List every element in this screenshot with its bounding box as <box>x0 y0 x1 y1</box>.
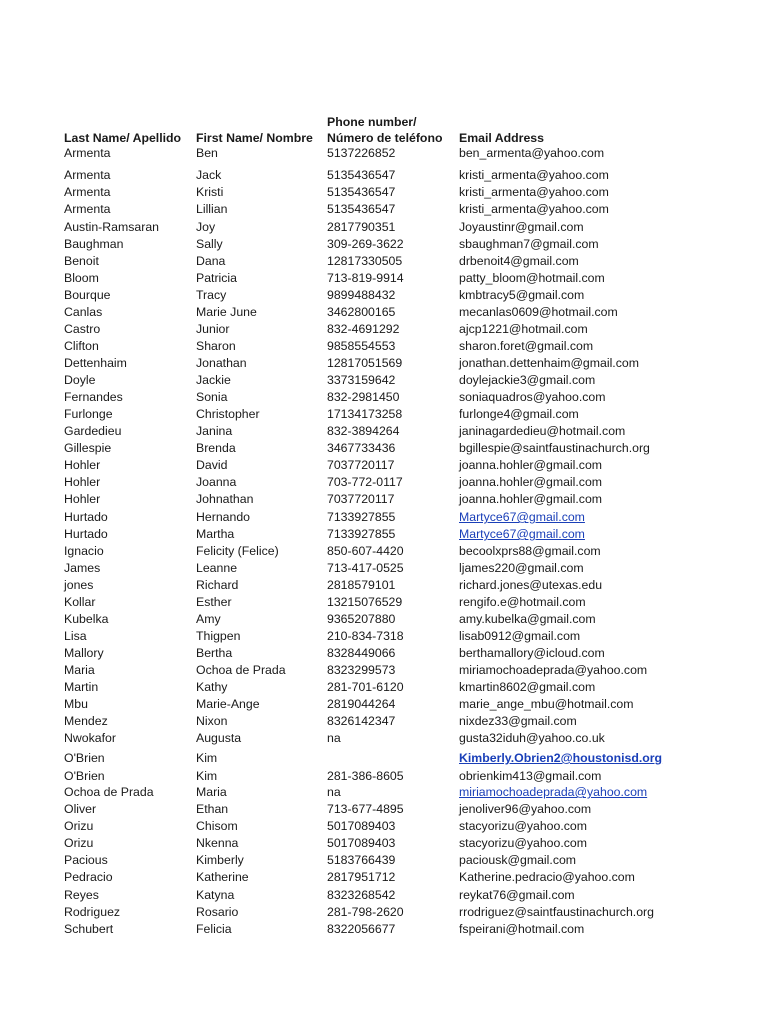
email-cell: joanna.hohler@gmail.com <box>459 492 603 506</box>
phone-cell: 281-701-6120 <box>327 680 404 694</box>
table-row <box>0 491 768 507</box>
email-link[interactable]: Martyce67@gmail.com <box>459 527 585 541</box>
table-row <box>0 730 768 746</box>
email-cell: gusta32iduh@yahoo.co.uk <box>459 731 605 745</box>
first-name-cell: Ethan <box>196 802 229 816</box>
phone-cell: na <box>327 731 341 745</box>
table-row <box>0 406 768 422</box>
table-row <box>0 577 768 593</box>
phone-cell: 850-607-4420 <box>327 544 404 558</box>
phone-cell: 8322056677 <box>327 922 396 936</box>
email-cell: ajcp1221@hotmail.com <box>459 322 588 336</box>
email-cell: rrodriguez@saintfaustinachurch.org <box>459 905 654 919</box>
phone-cell: 210-834-7318 <box>327 629 404 643</box>
email-cell: jenoliver96@yahoo.com <box>459 802 592 816</box>
first-name-cell: Sharon <box>196 339 236 353</box>
last-name-cell: Pacious <box>64 853 108 867</box>
table-row <box>0 835 768 851</box>
last-name-cell: Nwokafor <box>64 731 116 745</box>
email-link[interactable]: Kimberly.Obrien2@houstonisd.org <box>459 751 663 765</box>
first-name-cell: Johnathan <box>196 492 254 506</box>
email-cell: stacyorizu@yahoo.com <box>459 819 587 833</box>
last-name-cell: Hurtado <box>64 527 108 541</box>
last-name-cell: Armenta <box>64 146 111 160</box>
email-cell: stacyorizu@yahoo.com <box>459 836 587 850</box>
last-name-cell: Armenta <box>64 185 111 199</box>
first-name-cell: Ben <box>196 146 218 160</box>
first-name-cell: Sally <box>196 237 223 251</box>
last-name-cell: Benoit <box>64 254 99 268</box>
table-row <box>0 543 768 559</box>
email-cell: becoolxprs88@gmail.com <box>459 544 601 558</box>
first-name-cell: Katherine <box>196 870 249 884</box>
last-name-cell: Bourque <box>64 288 111 302</box>
phone-cell: na <box>327 785 341 799</box>
last-name-cell: Gardedieu <box>64 424 122 438</box>
first-name-cell: Felicity (Felice) <box>196 544 279 558</box>
first-name-cell: Martha <box>196 527 235 541</box>
table-row <box>0 184 768 200</box>
first-name-cell: Esther <box>196 595 232 609</box>
last-name-cell: Schubert <box>64 922 114 936</box>
table-row <box>0 662 768 678</box>
phone-cell: 309-269-3622 <box>327 237 404 251</box>
phone-cell: 713-417-0525 <box>327 561 404 575</box>
email-cell: joanna.hohler@gmail.com <box>459 458 603 472</box>
phone-cell: 9899488432 <box>327 288 396 302</box>
first-name-cell: Lillian <box>196 202 228 216</box>
phone-cell: 7133927855 <box>327 527 396 541</box>
table-row <box>0 355 768 371</box>
first-name-cell: David <box>196 458 228 472</box>
email-cell: Katherine.pedracio@yahoo.com <box>459 870 635 884</box>
last-name-cell: Martin <box>64 680 99 694</box>
last-name-cell: Furlonge <box>64 407 113 421</box>
email-cell: fspeirani@hotmail.com <box>459 922 585 936</box>
last-name-cell: Hohler <box>64 475 101 489</box>
table-header <box>0 112 768 146</box>
email-cell: rengifo.e@hotmail.com <box>459 595 586 609</box>
first-name-cell: Jonathan <box>196 356 247 370</box>
last-name-cell: Kollar <box>64 595 96 609</box>
first-name-cell: Kimberly <box>196 853 244 867</box>
table-row <box>0 270 768 286</box>
table-row <box>0 457 768 473</box>
phone-cell: 8326142347 <box>327 714 396 728</box>
table-row <box>0 645 768 661</box>
phone-cell: 7037720117 <box>327 492 395 506</box>
first-name-cell: Kim <box>196 751 218 765</box>
phone-cell: 9365207880 <box>327 612 396 626</box>
phone-cell: 9858554553 <box>327 339 396 353</box>
phone-cell: 5135436547 <box>327 185 396 199</box>
first-name-cell: Felicia <box>196 922 232 936</box>
last-name-cell: Baughman <box>64 237 124 251</box>
last-name-cell: Austin-Ramsaran <box>64 220 159 234</box>
first-name-cell: Joanna <box>196 475 237 489</box>
table-row <box>0 440 768 456</box>
email-cell: reykat76@gmail.com <box>459 888 575 902</box>
email-cell: obrienkim413@gmail.com <box>459 769 602 783</box>
last-name-cell: Armenta <box>64 168 111 182</box>
first-name-cell: Nixon <box>196 714 228 728</box>
phone-cell: 832-4691292 <box>327 322 400 336</box>
last-name-cell: O'Brien <box>64 769 105 783</box>
email-cell: janinagardedieu@hotmail.com <box>459 424 626 438</box>
last-name-cell: Clifton <box>64 339 99 353</box>
phone-cell: 12817330505 <box>327 254 403 268</box>
first-name-cell: Chisom <box>196 819 238 833</box>
table-row <box>0 526 768 542</box>
header-phone <box>327 114 442 146</box>
phone-cell: 2819044264 <box>327 697 396 711</box>
table-row <box>0 219 768 235</box>
table-row <box>0 713 768 729</box>
email-cell: richard.jones@utexas.edu <box>459 578 603 592</box>
table-row <box>0 287 768 303</box>
header-first-name: First Name/ Nombre <box>196 131 313 145</box>
first-name-cell: Patricia <box>196 271 238 285</box>
table-row <box>0 236 768 252</box>
phone-cell: 281-798-2620 <box>327 905 404 919</box>
table-row <box>0 750 768 766</box>
last-name-cell: Mbu <box>64 697 88 711</box>
email-cell: lisab0912@gmail.com <box>459 629 581 643</box>
table-row <box>0 509 768 525</box>
email-cell: patty_bloom@hotmail.com <box>459 271 605 285</box>
first-name-cell: Joy <box>196 220 216 234</box>
phone-cell: 281-386-8605 <box>327 769 404 783</box>
first-name-cell: Kim <box>196 769 218 783</box>
phone-cell: 5135436547 <box>327 168 396 182</box>
last-name-cell: Canlas <box>64 305 103 319</box>
email-cell: joanna.hohler@gmail.com <box>459 475 603 489</box>
phone-cell: 7037720117 <box>327 458 395 472</box>
phone-cell: 5135436547 <box>327 202 396 216</box>
first-name-cell: Augusta <box>196 731 242 745</box>
phone-cell: 713-819-9914 <box>327 271 404 285</box>
table-row <box>0 338 768 354</box>
table-row <box>0 887 768 903</box>
table-row <box>0 696 768 712</box>
table-row <box>0 869 768 885</box>
phone-cell: 12817051569 <box>327 356 403 370</box>
table-row <box>0 628 768 644</box>
phone-cell: 8323268542 <box>327 888 396 902</box>
last-name-cell: jones <box>64 578 94 592</box>
last-name-cell: Pedracio <box>64 870 113 884</box>
email-cell: jonathan.dettenhaim@gmail.com <box>459 356 639 370</box>
last-name-cell: Mallory <box>64 646 104 660</box>
first-name-cell: Jackie <box>196 373 231 387</box>
last-name-cell: Castro <box>64 322 101 336</box>
last-name-cell: Orizu <box>64 819 94 833</box>
last-name-cell: Mendez <box>64 714 108 728</box>
phone-cell: 5017089403 <box>327 819 396 833</box>
first-name-cell: Jack <box>196 168 222 182</box>
phone-cell: 832-3894264 <box>327 424 400 438</box>
phone-cell: 13215076529 <box>327 595 403 609</box>
last-name-cell: Rodriguez <box>64 905 121 919</box>
table-row <box>0 201 768 217</box>
table-row <box>0 679 768 695</box>
phone-cell: 832-2981450 <box>327 390 400 404</box>
table-row <box>0 818 768 834</box>
first-name-cell: Junior <box>196 322 230 336</box>
email-cell: kmartin8602@gmail.com <box>459 680 596 694</box>
email-cell: doylejackie3@gmail.com <box>459 373 596 387</box>
last-name-cell: Ignacio <box>64 544 104 558</box>
last-name-cell: Doyle <box>64 373 96 387</box>
last-name-cell: Kubelka <box>64 612 109 626</box>
email-link[interactable]: miriamochoadeprada@yahoo.com <box>459 785 648 799</box>
first-name-cell: Amy <box>196 612 221 626</box>
first-name-cell: Sonia <box>196 390 228 404</box>
email-cell: kristi_armenta@yahoo.com <box>459 185 609 199</box>
phone-cell: 8323299573 <box>327 663 396 677</box>
email-cell: soniaquadros@yahoo.com <box>459 390 606 404</box>
first-name-cell: Kathy <box>196 680 228 694</box>
phone-cell: 5183766439 <box>327 853 396 867</box>
phone-cell: 5017089403 <box>327 836 396 850</box>
email-cell: kristi_armenta@yahoo.com <box>459 168 609 182</box>
first-name-cell: Marie June <box>196 305 257 319</box>
last-name-cell: Fernandes <box>64 390 123 404</box>
first-name-cell: Kristi <box>196 185 224 199</box>
email-cell: ben_armenta@yahoo.com <box>459 146 605 160</box>
phone-cell: 5137226852 <box>327 146 396 160</box>
last-name-cell: Oliver <box>64 802 97 816</box>
first-name-cell: Tracy <box>196 288 227 302</box>
table-row <box>0 474 768 490</box>
first-name-cell: Leanne <box>196 561 238 575</box>
email-cell: bgillespie@saintfaustinachurch.org <box>459 441 650 455</box>
phone-cell: 3462800165 <box>327 305 396 319</box>
phone-cell: 17134173258 <box>327 407 403 421</box>
first-name-cell: Thigpen <box>196 629 241 643</box>
first-name-cell: Hernando <box>196 510 251 524</box>
first-name-cell: Dana <box>196 254 226 268</box>
last-name-cell: Hohler <box>64 458 101 472</box>
last-name-cell: James <box>64 561 101 575</box>
table-row <box>0 560 768 576</box>
email-cell: drbenoit4@gmail.com <box>459 254 579 268</box>
email-cell: paciousk@gmail.com <box>459 853 577 867</box>
email-cell: berthamallory@icloud.com <box>459 646 605 660</box>
email-cell: nixdez33@gmail.com <box>459 714 577 728</box>
last-name-cell: O'Brien <box>64 751 105 765</box>
first-name-cell: Maria <box>196 785 227 799</box>
email-link[interactable]: Martyce67@gmail.com <box>459 510 585 524</box>
last-name-cell: Hurtado <box>64 510 108 524</box>
table-row <box>0 768 768 784</box>
header-last-name: Last Name/ Apellido <box>64 131 182 145</box>
table-row <box>0 904 768 920</box>
last-name-cell: Hohler <box>64 492 101 506</box>
table-row <box>0 423 768 439</box>
table-row <box>0 801 768 817</box>
header-phone-line1: Phone number/ <box>327 115 417 129</box>
phone-cell: 8328449066 <box>327 646 396 660</box>
phone-cell: 3373159642 <box>327 373 396 387</box>
table-row <box>0 321 768 337</box>
last-name-cell: Gillespie <box>64 441 112 455</box>
first-name-cell: Christopher <box>196 407 260 421</box>
table-row <box>0 167 768 183</box>
email-cell: Joyaustinr@gmail.com <box>459 220 584 234</box>
last-name-cell: Orizu <box>64 836 94 850</box>
last-name-cell: Dettenhaim <box>64 356 127 370</box>
first-name-cell: Bertha <box>196 646 233 660</box>
first-name-cell: Brenda <box>196 441 236 455</box>
table-row <box>0 372 768 388</box>
email-cell: marie_ange_mbu@hotmail.com <box>459 697 634 711</box>
last-name-cell: Armenta <box>64 202 111 216</box>
email-cell: mecanlas0609@hotmail.com <box>459 305 618 319</box>
first-name-cell: Marie-Ange <box>196 697 260 711</box>
header-email: Email Address <box>459 131 544 145</box>
phone-cell: 3467733436 <box>327 441 396 455</box>
last-name-cell: Bloom <box>64 271 99 285</box>
phone-cell: 703-772-0117 <box>327 475 403 489</box>
table-row <box>0 594 768 610</box>
phone-cell: 2817951712 <box>327 870 396 884</box>
table-row <box>0 304 768 320</box>
phone-cell: 7133927855 <box>327 510 396 524</box>
table-row <box>0 145 768 161</box>
last-name-cell: Lisa <box>64 629 87 643</box>
email-cell: sharon.foret@gmail.com <box>459 339 594 353</box>
email-cell: kristi_armenta@yahoo.com <box>459 202 609 216</box>
phone-cell: 2818579101 <box>327 578 396 592</box>
email-cell: kmbtracy5@gmail.com <box>459 288 585 302</box>
header-phone-line2: Número de teléfono <box>327 131 443 145</box>
first-name-cell: Janina <box>196 424 233 438</box>
table-row <box>0 611 768 627</box>
phone-cell: 713-677-4895 <box>327 802 404 816</box>
table-row <box>0 852 768 868</box>
first-name-cell: Nkenna <box>196 836 239 850</box>
table-row <box>0 784 768 800</box>
first-name-cell: Richard <box>196 578 239 592</box>
table-row <box>0 921 768 937</box>
last-name-cell: Maria <box>64 663 95 677</box>
last-name-cell: Reyes <box>64 888 99 902</box>
first-name-cell: Ochoa de Prada <box>196 663 286 677</box>
first-name-cell: Katyna <box>196 888 235 902</box>
first-name-cell: Rosario <box>196 905 239 919</box>
email-cell: sbaughman7@gmail.com <box>459 237 599 251</box>
email-cell: ljames220@gmail.com <box>459 561 584 575</box>
email-cell: miriamochoadeprada@yahoo.com <box>459 663 648 677</box>
table-row <box>0 389 768 405</box>
table-row <box>0 253 768 269</box>
email-cell: furlonge4@gmail.com <box>459 407 579 421</box>
phone-cell: 2817790351 <box>327 220 396 234</box>
email-cell: amy.kubelka@gmail.com <box>459 612 596 626</box>
last-name-cell: Ochoa de Prada <box>64 785 154 799</box>
